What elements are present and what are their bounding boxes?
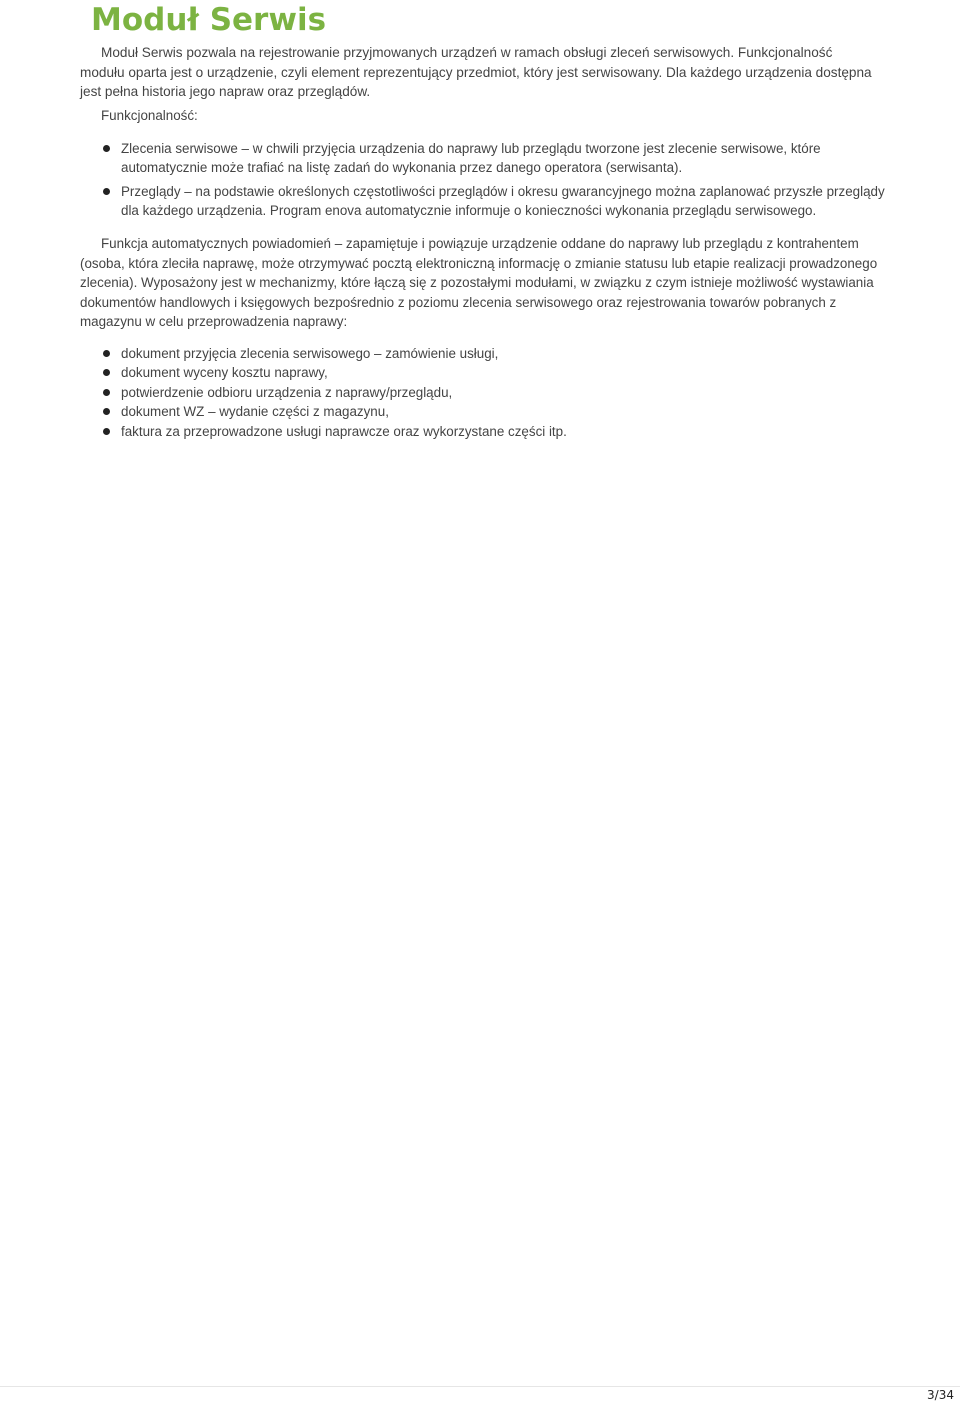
page-number: 3/34 [927, 1388, 954, 1402]
functionality-label: Funkcjonalność: [101, 108, 198, 123]
intro-paragraph: Moduł Serwis pozwala na rejestrowanie przyjmowanych urządzeń w ramach obsługi zleceń serwisowych. Funkcjonalność modułu oparta jest o urządzenie, czyli element reprezentujący przedmiot, który jest serwisowany. Dla każdego urządzenia dostępna jest pełna historia jego napraw oraz przeglądów. [80, 45, 872, 100]
list-item: dokument WZ – wydanie części z magazynu, [101, 402, 891, 421]
footer-divider [0, 1386, 960, 1387]
features-list [101, 139, 891, 225]
list-item: Zlecenia serwisowe – w chwili przyjęcia urządzenia do naprawy lub przeglądu tworzone jest zlecenie serwisowe, które automatycznie może trafiać na listę zadań do wykonania przez danego operatora (serwisanta). [101, 139, 891, 178]
documents-list [101, 344, 891, 441]
list-item: faktura za przeprowadzone usługi naprawcze oraz wykorzystane części itp. [101, 422, 891, 441]
list-item: Przeglądy – na podstawie określonych częstotliwości przeglądów i okresu gwarancyjnego można zaplanować przyszłe przeglądy dla każdego urządzenia. Program enova automatycznie informuje o konieczności wykonania przeglądu serwisowego. [101, 182, 891, 221]
list-item: potwierdzenie odbioru urządzenia z naprawy/przeglądu, [101, 383, 891, 402]
list-item: dokument wyceny kosztu naprawy, [101, 363, 891, 382]
list-item: dokument przyjęcia zlecenia serwisowego – zamówienie usługi, [101, 344, 891, 363]
notifications-paragraph: Funkcja automatycznych powiadomień – zapamiętuje i powiązuje urządzenie oddane do naprawy lub przeglądu z kontrahentem (osoba, która zleciła naprawę, może otrzymywać pocztą elektroniczną informację o zmianie statusu lub etapie realizacji prowadzonego zlecenia). Wyposażony jest w mechanizmy, które łączą się z pozostałymi modułami, w związku z czym istnieje możliwość wystawiania dokumentów handlowych i księgowych bezpośrednio z poziomu zlecenia serwisowego oraz rejestrowania towarów pobranych z magazynu w celu przeprowadzenia naprawy: [80, 236, 878, 329]
page-title: Moduł Serwis [91, 2, 327, 38]
